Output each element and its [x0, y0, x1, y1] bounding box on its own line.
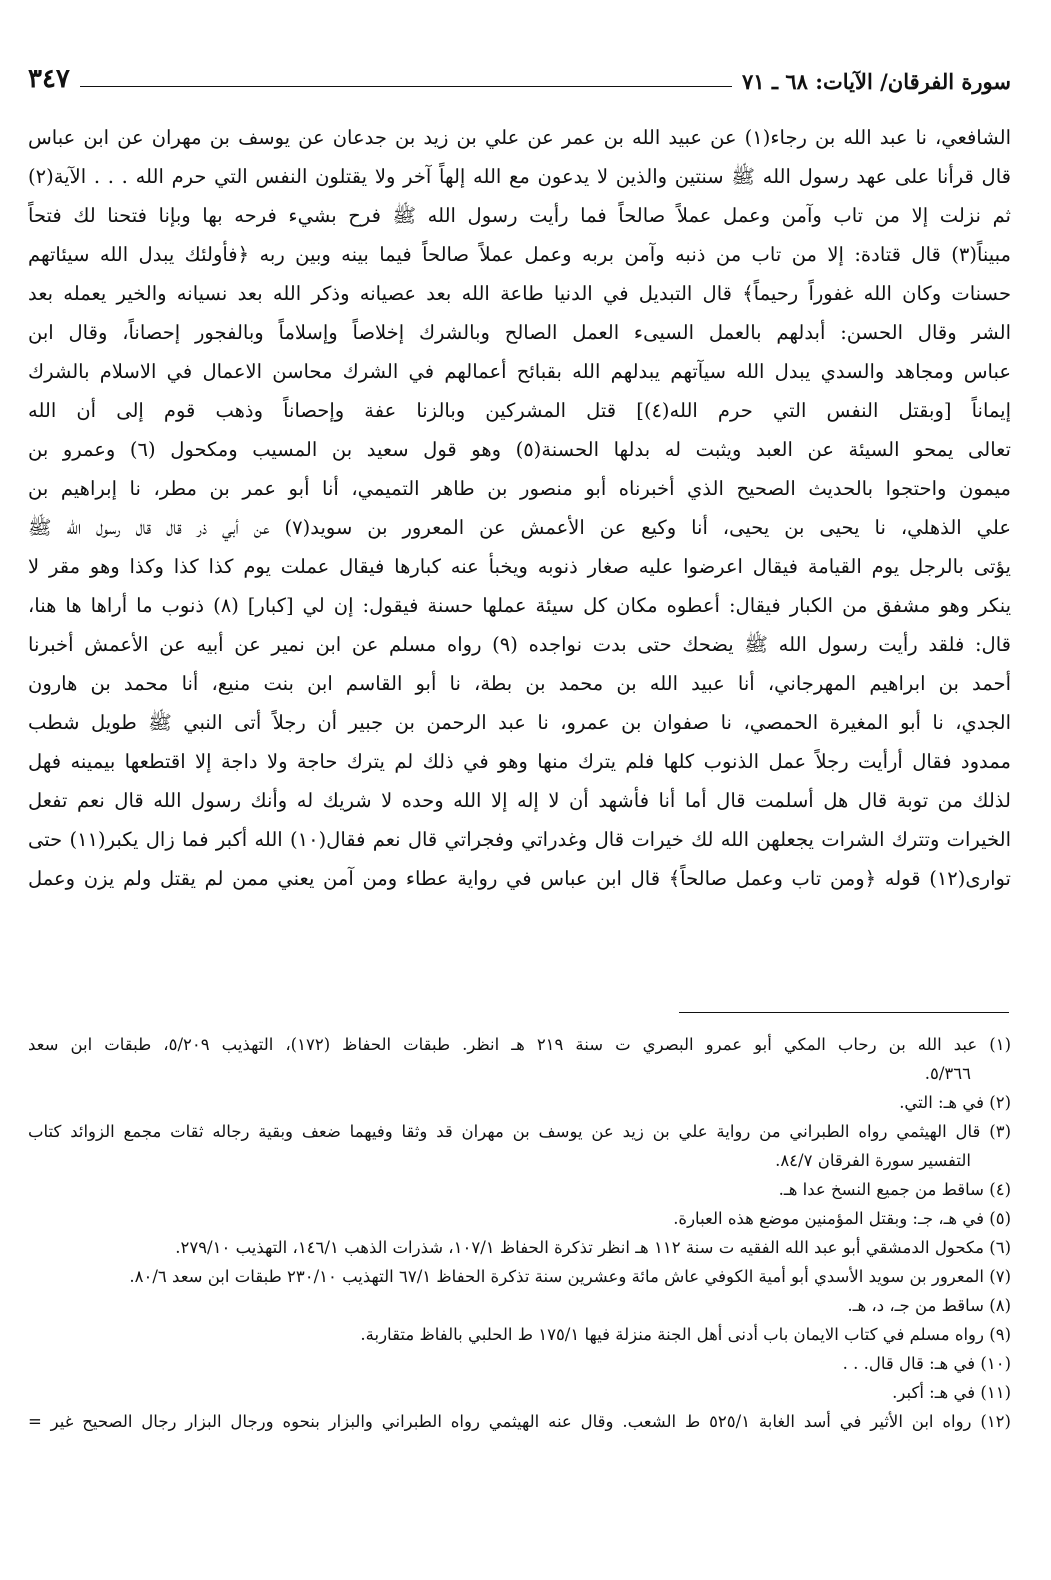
- running-header: [28, 58, 1011, 94]
- text-line: علي الذهلي، نا يحيى بن يحيى، أنا وكيع عن الأعمش عن المعرور بن سويد(٧) عن أبي ذر قال قال رسول الله ﷺ: [28, 516, 1011, 539]
- footnote-line: (١١) في هـ: أكبر.: [892, 1383, 1011, 1402]
- text-line: إيماناً [وبقتل النفس التي حرم الله(٤)] قتل المشركين وبالزنا عفة وإحصاناً وذهب قوم إلى أن الله: [28, 399, 1011, 422]
- text-line: حسنات وكان الله غفوراً رحيماً﴾ قال التبديل في الدنيا طاعة الله بعد عصيانه وذكر الله بعد نسيانه والخير يعمله بعد: [28, 282, 1011, 305]
- text-line: ثم نزلت إلا من تاب وآمن وعمل عملاً صالحاً فما رأيت رسول الله ﷺ فرح بشيء فرحه بها وبإنا فتحنا لك فتحاً: [28, 204, 1011, 227]
- text-line: عباس ومجاهد والسدي يبدل الله سيآتهم يبدلهم الله بقبائح أعمالهم في الشرك محاسن الاعمال في الاسلام بالشرك: [28, 360, 1011, 383]
- footnote-line: التفسير سورة الفرقان ٨٤/٧.: [775, 1151, 971, 1170]
- main-text: [28, 118, 1011, 898]
- text-line: قال: فلقد رأيت رسول الله ﷺ يضحك حتى بدت نواجده (٩) رواه مسلم عن ابن نمير عن أبيه عن الأعمش أخبرنا: [28, 633, 1011, 656]
- page-number: ٣٤٧: [28, 64, 70, 94]
- text-line: يؤتى بالرجل يوم القيامة فيقال اعرضوا عليه صغار ذنوبه ويخبأ عنه كبارها فيقال عملت يوم كذا كذا وكذا وهو مقر لا: [28, 555, 1011, 578]
- text-line: توارى(١٢) قوله ﴿ومن تاب وعمل صالحاً﴾ قال ابن عباس في رواية عطاء ومن آمن يعني ممن لم يقتل ولم يزن وعمل: [28, 867, 1011, 890]
- text-line: الشر وقال الحسن: أبدلهم بالعمل السيىء العمل الصالح وبالشرك إخلاصاً وإسلاماً وبالفجور إحصاناً، وقال ابن: [28, 321, 1011, 344]
- chapter-title: سورة الفرقان/ الآيات: ٦٨ ـ ٧١: [742, 69, 1011, 94]
- footnote-line: (٩) رواه مسلم في كتاب الايمان باب أدنى أهل الجنة منزلة فيها ١٧٥/١ ط الحلبي بالفاظ متقاربة.: [360, 1325, 1011, 1344]
- footnote-line: ٥/٣٦٦.: [924, 1064, 971, 1083]
- footnote-line: (٨) ساقط من جـ، د، هـ.: [847, 1296, 1011, 1315]
- text-line: تعالى يمحو السيئة عن العبد ويثبت له بدلها الحسنة(٥) وهو قول سعيد بن المسيب ومكحول (٦) وعمرو بن: [28, 438, 1011, 461]
- footnotes: [28, 1030, 1011, 1436]
- footnote-separator: [679, 1012, 1009, 1013]
- footnote-line: (٤) ساقط من جميع النسخ عدا هـ.: [778, 1180, 1011, 1199]
- footnote-line: (٣) قال الهيثمي رواه الطبراني من رواية علي بن زيد عن يوسف بن مهران قد وثقا وفيهما ضعف وبقية رجاله ثقات مجمع الزوائد كتاب: [28, 1122, 1011, 1141]
- header-rule: [80, 86, 732, 87]
- text-line: لذلك من توبة قال هل أسلمت قال أما أنا فأشهد أن لا إله إلا الله وحده لا شريك له وأنك رسول الله قال نعم تفعل: [28, 789, 1011, 812]
- text-line: ميمون واحتجوا بالحديث الصحيح الذي أخبرناه أبو منصور بن طاهر التميمي، أنا أبو عمر بن مطر، نا إبراهيم بن: [28, 477, 1011, 500]
- footnote-line: (١٠) في هـ: قال قال. . .: [842, 1354, 1011, 1373]
- text-line: قال قرأنا على عهد رسول الله ﷺ سنتين والذين لا يدعون مع الله إلهاً آخر ولا يقتلون النفس التي حرم الله . . . الآية(٢): [28, 165, 1011, 188]
- footnote-line: (٦) مكحول الدمشقي أبو عبد الله الفقيه ت سنة ١١٢ هـ انظر تذكرة الحفاظ ١٠٧/١، شذرات الذهب ١٤٦/١، التهذيب ٢٧٩/١٠.: [175, 1238, 1011, 1257]
- text-line: الخيرات وتترك الشرات يجعلهن الله لك خيرات قال وغدراتي وفجراتي قال نعم فقال(١٠) الله أكبر فما زال يكبر(١١) حتى: [28, 828, 1011, 851]
- text-line: ينكر وهو مشفق من الكبار فيقال: أعطوه مكان كل سيئة عملها حسنة فيقول: إن لي [كبار] (٨) ذنوب ما أراها ها هنا،: [28, 594, 1011, 617]
- text-line: ممدود فقال أرأيت رجلاً عمل الذنوب كلها فلم يترك منها وهو في ذلك لم يترك حاجة ولا داجة إلا اقتطعها بيمينه فهل: [28, 750, 1011, 773]
- text-line: الشافعي، نا عبد الله بن رجاء(١) عن عبيد الله بن عمر عن علي بن زيد بن جدعان عن يوسف بن مهران عن ابن عباس: [28, 126, 1011, 149]
- footnote-line: (٢) في هـ: التي.: [899, 1093, 1011, 1112]
- footnote-line: (١٢) رواه ابن الأثير في أسد الغابة ٥٢٥/١ ط الشعب. وقال عنه الهيثمي رواه الطبراني والبزار بنحوه ورجال البزار رجال الصحيح غير =: [28, 1412, 1011, 1431]
- text-line: الجدي، نا أبو المغيرة الحمصي، نا صفوان بن عمرو، نا عبد الرحمن بن جبير أن رجلاً أتى النبي ﷺ طويل شطب: [28, 711, 1011, 734]
- text-line: مبيناً(٣) قال قتادة: إلا من تاب من ذنبه وآمن بربه وعمل عملاً صالحاً فيما بينه وبين ربه ﴿فأولئك يبدل الله سيئاتهم: [28, 243, 1011, 266]
- footnote-line: (٧) المعرور بن سويد الأسدي أبو أمية الكوفي عاش مائة وعشرين سنة تذكرة الحفاظ ٦٧/١ التهذيب ٢٣٠/١٠ طبقات ابن سعد ٨٠/٦.: [129, 1267, 1011, 1286]
- text-line: أحمد بن ابراهيم المهرجاني، أنا عبيد الله بن محمد بن بطة، نا أبو القاسم ابن بنت منيع، أنا محمد بن هارون: [28, 672, 1011, 695]
- footnote-line: (٥) في هـ، جـ: وبقتل المؤمنين موضع هذه العبارة.: [673, 1209, 1011, 1228]
- footnote-line: (١) عبد الله بن رحاب المكي أبو عمرو البصري ت سنة ٢١٩ هـ انظر. طبقات الحفاظ (١٧٢)، التهذيب ٥/٢٠٩، طبقات ابن سعد: [28, 1035, 1011, 1054]
